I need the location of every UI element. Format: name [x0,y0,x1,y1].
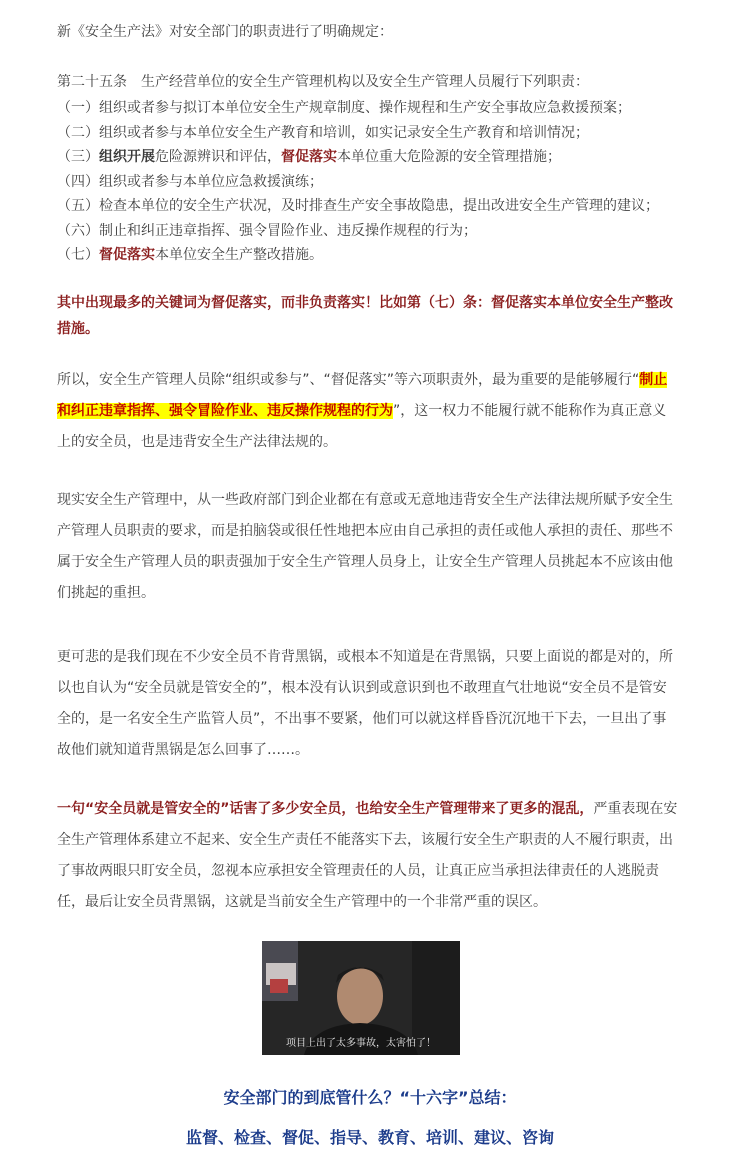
list-item: （六）制止和纠正违章指挥、强令冒险作业、违反操作规程的行为； [57,222,477,239]
summary-title: 安全部门的到底管什么？“十六字”总结： [223,1088,517,1107]
list-item: （二）组织或者参与本单位安全生产教育和培训，如实记录安全生产教育和培训情况； [57,124,589,141]
paragraph-reality: 现实安全生产管理中，从一些政府部门到企业都在有意或无意地违背安全生产法律法规所赋予安全生产管理人员职责的要求，而是拍脑袋或很任性地把本应由自己承担的责任或他人承担的责任、那些不属于安全生产管理人员的职责强加于安全生产管理人员身上，让安全生产管理人员挑起本不应该由他们挑起的重担。 [57,492,673,601]
meme-photo [262,941,460,1055]
bold-lead: 一句“安全员就是管安全的”话害了多少安全员，也给安全生产管理带来了更多的混乱， [57,801,594,817]
intro-text: 新《安全生产法》对安全部门的职责进行了明确规定： [57,24,393,40]
summary-words: 监督、检查、督促、指导、教育、培训、建议、咨询 [185,1128,554,1147]
paragraph-misconception: 一句“安全员就是管安全的”话害了多少安全员，也给安全生产管理带来了更多的混乱，严重表现在安全生产管理体系建立不起来、安全生产责任不能落实下去，该履行安全生产职责的人不履行职责，出了事故两眼只盯安全员，忽视本应承担安全管理责任的人员，让真正应当承担法律责任的人逃脱责任，最后让安全员背黑锅，这就是当前安全生产管理中的一个非常严重的误区。 [57,801,678,910]
duty-list [57,96,659,268]
list-item: （七）督促落实本单位安全生产整改措施。 [57,247,323,263]
highlighted-text: 制止和纠正违章指挥、强令冒险作业、违反操作规程的行为 [57,372,668,419]
red-keyword: 督促落实 [99,247,155,263]
bold-keyword: 组织开展 [99,149,155,165]
paragraph-scapegoat: 更可悲的是我们现在不少安全员不肯背黑锅，或根本不知道是在背黑锅，只要上面说的都是对的，所以也自认为“安全员就是管安全的”，根本没有认识到或意识到也不敢理直气壮地说“安全员不是管安全的，是一名安全生产监管人员”，不出事不要紧，他们可以就这样昏昏沉沉地干下去，一旦出了事故他们就知道背黑锅是怎么回事了……。 [57,649,673,758]
red-keyword: 督促落实 [281,149,337,165]
photo-caption: 项目上出了太多事故，太害怕了！ [286,1038,436,1049]
list-item: （一）组织或者参与拟订本单位安全生产规章制度、操作规程和生产安全事故应急救援预案； [57,100,631,116]
list-item: （五）检查本单位的安全生产状况，及时排查生产安全事故隐患，提出改进安全生产管理的建议； [57,198,659,214]
paragraph-duties: 所以，安全生产管理人员除“组织或参与”、“督促落实”等六项职责外，最为重要的是能够履行“制止和纠正违章指挥、强令冒险作业、违反操作规程的行为”，这一权力不能履行就不能称作为真正意义上的安全员，也是违背安全生产法律法规的。 [57,372,668,450]
keyword-paragraph: 其中出现最多的关键词为督促落实，而非负责落实！比如第（七）条：督促落实本单位安全生产整改措施。 [57,295,673,337]
list-item: （四）组织或者参与本单位应急救援演练； [57,173,323,190]
article-heading: 第二十五条 生产经营单位的安全生产管理机构以及安全生产管理人员履行下列职责： [57,74,589,90]
list-item: （三）组织开展危险源辨识和评估，督促落实本单位重大危险源的安全管理措施； [57,149,561,165]
